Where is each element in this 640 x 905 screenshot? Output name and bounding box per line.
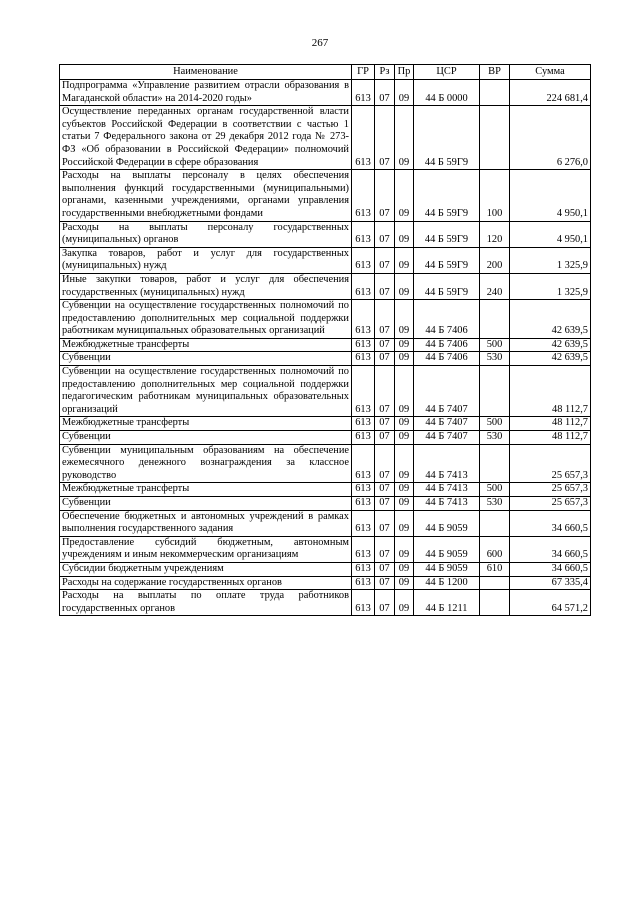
cell-sum: 42 639,5 [510, 352, 591, 366]
cell-sum: 25 657,3 [510, 497, 591, 511]
row-name-text: Закупка товаров, работ и услуг для государственных (муниципальных) нужд [62, 247, 349, 272]
cell-csr: 44 Б 7407 [414, 366, 480, 417]
cell-sum: 34 660,5 [510, 536, 591, 562]
cell-vr [480, 300, 510, 339]
page-number: 267 [311, 37, 329, 49]
cell-rz: 07 [375, 497, 395, 511]
cell-vr [480, 444, 510, 483]
cell-gr: 613 [352, 444, 375, 483]
cell-vr: 530 [480, 352, 510, 366]
row-name-text: Расходы на выплаты персоналу в целях обеспечения выполнения функций государственными (муниципальными) органами, казенными учреждениями, органами управления государственными внебюджетными фондами [62, 170, 349, 219]
cell-sum: 48 112,7 [510, 366, 591, 417]
cell-name [60, 221, 352, 247]
cell-pr: 09 [395, 431, 414, 445]
table-row [60, 562, 591, 576]
cell-rz: 07 [375, 366, 395, 417]
cell-vr: 500 [480, 417, 510, 431]
cell-vr: 500 [480, 483, 510, 497]
row-name-text: Субвенции [62, 497, 111, 508]
cell-gr: 613 [352, 338, 375, 352]
cell-name [60, 80, 352, 106]
row-name-text: Осуществление переданных органам государственной власти субъектов Российской Федерации в соответствии с частью 1 статьи 7 Федерального закона от 29 декабря 2012 года № 273-ФЗ «Об образовании в Российской Федерации» полномочий Российской Федерации в сфере образования [62, 106, 349, 168]
cell-vr: 530 [480, 431, 510, 445]
cell-rz: 07 [375, 273, 395, 299]
row-name-text: Обеспечение бюджетных и автономных учреждений в рамках выполнения государственного задания [62, 510, 349, 535]
header-row [60, 65, 591, 80]
cell-pr: 09 [395, 80, 414, 106]
header-csr: ЦСР [414, 65, 480, 80]
cell-rz: 07 [375, 338, 395, 352]
cell-vr: 530 [480, 497, 510, 511]
cell-pr: 09 [395, 510, 414, 536]
row-name-text: Расходы на выплаты персоналу государственных (муниципальных) органов [62, 221, 349, 246]
cell-sum: 42 639,5 [510, 338, 591, 352]
cell-rz: 07 [375, 444, 395, 483]
table-row [60, 170, 591, 221]
cell-gr: 613 [352, 510, 375, 536]
cell-rz: 07 [375, 80, 395, 106]
budget-table [59, 64, 591, 616]
cell-gr: 613 [352, 352, 375, 366]
cell-rz: 07 [375, 590, 395, 616]
cell-sum: 64 571,2 [510, 590, 591, 616]
table-row [60, 247, 591, 273]
table-row [60, 431, 591, 445]
table-body [60, 80, 591, 616]
row-name-text: Межбюджетные трансферты [62, 338, 190, 350]
row-name-text: Расходы на содержание государственных органов [62, 576, 282, 588]
cell-csr: 44 Б 7413 [414, 483, 480, 497]
cell-sum: 1 325,9 [510, 247, 591, 273]
cell-csr: 44 Б 59Г9 [414, 273, 480, 299]
cell-rz: 07 [375, 536, 395, 562]
header-rz: Рз [375, 65, 395, 80]
cell-rz: 07 [375, 431, 395, 445]
cell-csr: 44 Б 7406 [414, 338, 480, 352]
header-vr: ВР [480, 65, 510, 80]
cell-gr: 613 [352, 106, 375, 170]
table-row [60, 536, 591, 562]
table-row [60, 352, 591, 366]
cell-name [60, 497, 352, 511]
header-pr: Пр [395, 65, 414, 80]
cell-sum: 4 950,1 [510, 221, 591, 247]
cell-pr: 09 [395, 221, 414, 247]
cell-csr: 44 Б 9059 [414, 510, 480, 536]
cell-rz: 07 [375, 417, 395, 431]
cell-vr: 600 [480, 536, 510, 562]
table-row [60, 483, 591, 497]
cell-gr: 613 [352, 247, 375, 273]
cell-gr: 613 [352, 221, 375, 247]
header-name: Наименование [60, 65, 352, 80]
row-name-text: Субвенции на осуществление государственных полномочий по предоставлению дополнительных мер социальной поддержки работникам муниципальных образовательных организаций [62, 300, 349, 337]
cell-name [60, 536, 352, 562]
cell-vr: 120 [480, 221, 510, 247]
cell-gr: 613 [352, 576, 375, 590]
cell-gr: 613 [352, 431, 375, 445]
table-row [60, 273, 591, 299]
cell-gr: 613 [352, 300, 375, 339]
cell-csr: 44 Б 9059 [414, 562, 480, 576]
cell-rz: 07 [375, 106, 395, 170]
cell-vr: 500 [480, 338, 510, 352]
cell-pr: 09 [395, 444, 414, 483]
cell-pr: 09 [395, 576, 414, 590]
row-name-text: Расходы на выплаты по оплате труда работников государственных органов [62, 590, 349, 614]
row-name-text: Субвенции на осуществление государственных полномочий по предоставлению дополнительных мер социальной поддержки педагогическим работникам муниципальных образовательных организаций [62, 366, 349, 415]
cell-vr [480, 510, 510, 536]
cell-vr [480, 590, 510, 616]
cell-vr: 200 [480, 247, 510, 273]
table-row [60, 417, 591, 431]
table-row [60, 576, 591, 590]
cell-pr: 09 [395, 366, 414, 417]
cell-rz: 07 [375, 170, 395, 221]
cell-name [60, 444, 352, 483]
cell-vr: 100 [480, 170, 510, 221]
cell-vr: 240 [480, 273, 510, 299]
cell-sum: 34 660,5 [510, 510, 591, 536]
cell-gr: 613 [352, 417, 375, 431]
cell-csr: 44 Б 7406 [414, 300, 480, 339]
cell-name [60, 590, 352, 616]
cell-rz: 07 [375, 221, 395, 247]
cell-name [60, 273, 352, 299]
cell-pr: 09 [395, 497, 414, 511]
cell-pr: 09 [395, 106, 414, 170]
cell-pr: 09 [395, 417, 414, 431]
cell-pr: 09 [395, 300, 414, 339]
cell-pr: 09 [395, 483, 414, 497]
cell-rz: 07 [375, 483, 395, 497]
row-name-text: Иные закупки товаров, работ и услуг для обеспечения государственных (муниципальных) нужд [62, 273, 349, 298]
cell-sum: 48 112,7 [510, 431, 591, 445]
cell-sum: 224 681,4 [510, 80, 591, 106]
cell-vr [480, 366, 510, 417]
cell-rz: 07 [375, 352, 395, 366]
cell-pr: 09 [395, 338, 414, 352]
cell-csr: 44 Б 7407 [414, 417, 480, 431]
cell-rz: 07 [375, 510, 395, 536]
cell-gr: 613 [352, 590, 375, 616]
row-name-text: Межбюджетные трансферты [62, 483, 190, 495]
cell-rz: 07 [375, 562, 395, 576]
cell-csr: 44 Б 7407 [414, 431, 480, 445]
table-row [60, 106, 591, 170]
cell-pr: 09 [395, 536, 414, 562]
cell-rz: 07 [375, 576, 395, 590]
cell-csr: 44 Б 59Г9 [414, 106, 480, 170]
cell-name [60, 576, 352, 590]
cell-csr: 44 Б 59Г9 [414, 170, 480, 221]
cell-name [60, 483, 352, 497]
cell-rz: 07 [375, 300, 395, 339]
cell-sum: 6 276,0 [510, 106, 591, 170]
cell-name [60, 417, 352, 431]
table-row [60, 221, 591, 247]
cell-sum: 42 639,5 [510, 300, 591, 339]
cell-gr: 613 [352, 366, 375, 417]
cell-vr [480, 106, 510, 170]
table-row [60, 300, 591, 339]
table-row [60, 366, 591, 417]
header-gr: ГР [352, 65, 375, 80]
cell-csr: 44 Б 7406 [414, 352, 480, 366]
row-name-text: Субвенции [62, 431, 111, 443]
cell-pr: 09 [395, 352, 414, 366]
cell-pr: 09 [395, 247, 414, 273]
cell-csr: 44 Б 1200 [414, 576, 480, 590]
cell-sum: 25 657,3 [510, 444, 591, 483]
cell-sum: 67 335,4 [510, 576, 591, 590]
cell-vr: 610 [480, 562, 510, 576]
cell-name [60, 431, 352, 445]
table-row [60, 590, 591, 616]
cell-gr: 613 [352, 497, 375, 511]
cell-name [60, 352, 352, 366]
cell-name [60, 247, 352, 273]
cell-pr: 09 [395, 273, 414, 299]
cell-sum: 25 657,3 [510, 483, 591, 497]
row-name-text: Подпрограмма «Управление развитием отрасли образования в Магаданской области» на 2014-2020 годы» [62, 80, 349, 104]
cell-name [60, 366, 352, 417]
cell-csr: 44 Б 0000 [414, 80, 480, 106]
cell-csr: 44 Б 7413 [414, 497, 480, 511]
table-row [60, 338, 591, 352]
cell-name [60, 106, 352, 170]
cell-vr [480, 576, 510, 590]
cell-csr: 44 Б 7413 [414, 444, 480, 483]
table-row [60, 510, 591, 536]
cell-name [60, 300, 352, 339]
row-name-text: Предоставление субсидий бюджетным, автономным учреждениям и иным некоммерческим организациям [62, 536, 349, 561]
cell-gr: 613 [352, 536, 375, 562]
cell-sum: 48 112,7 [510, 417, 591, 431]
cell-name [60, 170, 352, 221]
cell-rz: 07 [375, 247, 395, 273]
cell-gr: 613 [352, 170, 375, 221]
header-sum: Сумма [510, 65, 591, 80]
cell-csr: 44 Б 59Г9 [414, 221, 480, 247]
row-name-text: Межбюджетные трансферты [62, 417, 190, 429]
row-name-text: Субсидии бюджетным учреждениям [62, 562, 224, 574]
cell-gr: 613 [352, 483, 375, 497]
cell-csr: 44 Б 9059 [414, 536, 480, 562]
row-name-text: Субвенции [62, 352, 111, 364]
cell-gr: 613 [352, 562, 375, 576]
cell-csr: 44 Б 59Г9 [414, 247, 480, 273]
cell-name [60, 338, 352, 352]
table-row [60, 497, 591, 511]
cell-pr: 09 [395, 170, 414, 221]
cell-sum: 4 950,1 [510, 170, 591, 221]
cell-sum: 1 325,9 [510, 273, 591, 299]
cell-vr [480, 80, 510, 106]
cell-sum: 34 660,5 [510, 562, 591, 576]
cell-name [60, 510, 352, 536]
cell-name [60, 562, 352, 576]
cell-gr: 613 [352, 80, 375, 106]
table-row [60, 80, 591, 106]
row-name-text: Субвенции муниципальным образованиям на обеспечение ежемесячного денежного вознаграждения за классное руководство [62, 444, 349, 481]
cell-gr: 613 [352, 273, 375, 299]
table-row [60, 444, 591, 483]
cell-pr: 09 [395, 590, 414, 616]
cell-pr: 09 [395, 562, 414, 576]
cell-csr: 44 Б 1211 [414, 590, 480, 616]
